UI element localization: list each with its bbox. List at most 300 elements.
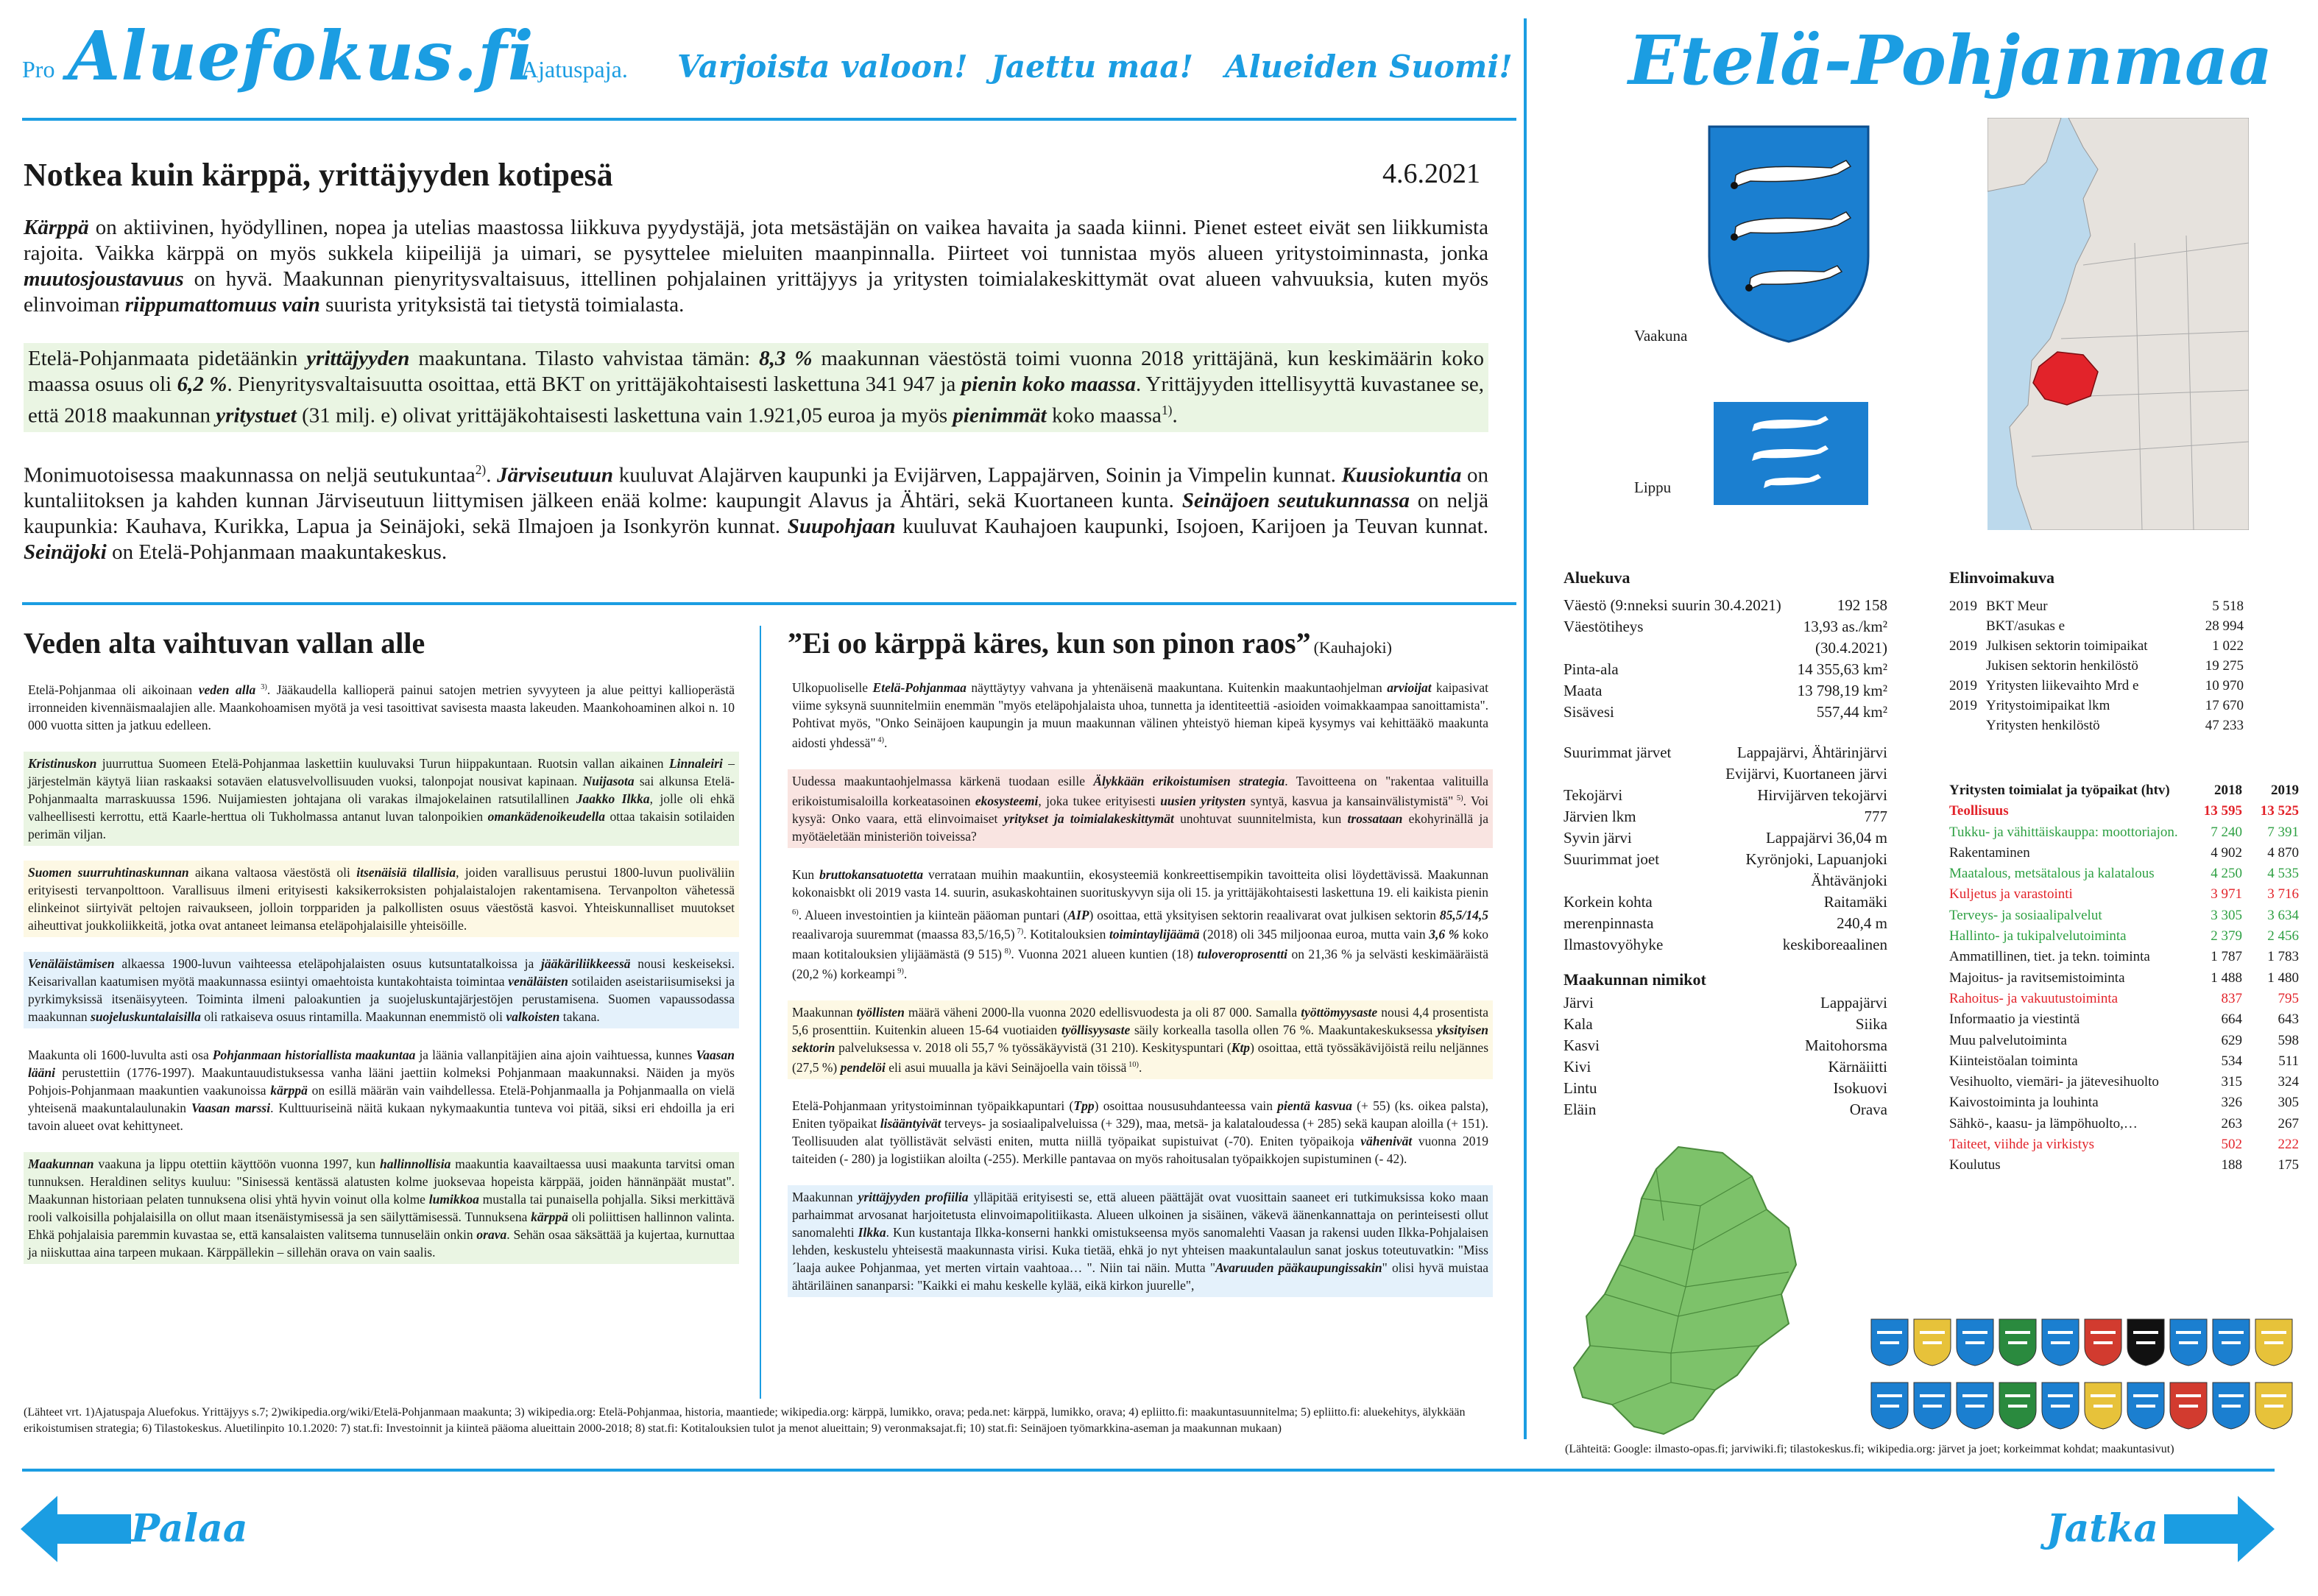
text-run: Etelä-Pohjanmaata pidetäänkin xyxy=(28,347,307,370)
text-run: työllisyysaste xyxy=(1061,1022,1131,1037)
left-article-body xyxy=(24,676,739,1279)
text-run: . Voi kysyä: Onko vaara, että elinvoimaiset xyxy=(792,793,1488,826)
text-run: " olisi hyvä muistaa ähtäriläinen sananparsi: "Kaikki ei mahu keskelle kylää, eikä kirkon juurelle", xyxy=(792,1260,1488,1293)
aluekuva-row-value: Raitamäki xyxy=(1823,893,1887,911)
text-run: 6) xyxy=(792,908,799,917)
text-run: . Kulttuuriseinä näitä kukaan nykymaakuntia tunteva voi pitää, siksi eri ehdoilla ja eri tavoin alueet ovat kehittyneet. xyxy=(28,1100,735,1133)
text-run: 85,5/14,5 xyxy=(1439,907,1488,922)
text-run: riippumattomuus vain xyxy=(124,293,320,317)
text-run: näyttäytyy vahvana ja yhtenäisenä maakuntana. Kuitenkin maakuntaohjelman xyxy=(966,680,1388,695)
aluekuva-row-value: Kyrönjoki, Lapuanjoki xyxy=(1745,850,1887,868)
intro-paragraph-1 xyxy=(24,215,1488,318)
text-run: Venäläistämisen xyxy=(28,956,115,971)
industry-row xyxy=(1949,1114,2299,1134)
text-run: suurista yrityksistä tai tietystä toimialasta. xyxy=(319,293,685,317)
text-run: suojeluskuntalaisilla xyxy=(91,1009,201,1024)
text-run: . Tavoitteena on "rakentaa valituilla erikoistumisaloilla korkeatasoinen xyxy=(792,773,1488,808)
text-run: yrittäjyyden xyxy=(306,347,410,370)
nimikko-row-label: Kala xyxy=(1563,1015,1593,1033)
aluekuva-row xyxy=(1563,934,1887,956)
text-run: Maakunnan xyxy=(28,1156,94,1171)
text-run: 3) xyxy=(255,683,267,691)
industry-2019: 13 525 xyxy=(2260,803,2299,819)
vaakuna-label: Vaakuna xyxy=(1634,327,1688,345)
mid-article-body xyxy=(788,676,1493,1312)
elinvoima-value: 47 233 xyxy=(2205,718,2244,733)
text-run: ekohyrinällä ja myötäeletään ministeriön toiveissa? xyxy=(792,811,1488,844)
text-run: on hyvä. Maakunnan pienyritysvaltaisuus, ittellinen pohjalainen yrittäjyys ja yritysten toimialakeskittymät ovat alueen vahvuuksia, kuten myös elinvoiman xyxy=(24,267,1488,317)
text-run: Kun xyxy=(792,866,820,882)
nimikot-title: Maakunnan nimikot xyxy=(1563,970,1706,989)
pro-label: Pro xyxy=(22,56,55,82)
text-run: 8,3 % xyxy=(759,347,813,370)
text-run: omankädenoikeudella xyxy=(487,808,606,824)
ajatuspaja-label: Ajatuspaja. xyxy=(521,56,628,82)
text-run: reaalivaroja suuremmat (maassa 83,5/16,5) xyxy=(792,927,1015,942)
text-run: Kuusiokuntia xyxy=(1341,463,1462,487)
nimikko-row-label: Kasvi xyxy=(1563,1037,1600,1054)
text-run: Seinäjoki xyxy=(24,540,107,565)
elinvoima-year: 2019 xyxy=(1949,698,1977,713)
elinvoima-value: 1 022 xyxy=(2212,638,2244,654)
text-run: on 21,36 % ja selvästi keskimääräistä (20,2 %) korkeampi xyxy=(792,947,1488,981)
municipal-shield-icon xyxy=(2254,1318,2294,1366)
finland-map xyxy=(1987,118,2249,530)
text-run: maakuntana. Tilasto vahvistaa tämän: xyxy=(409,347,760,370)
text-run: . Vuonna 2021 alueen kuntien (18) xyxy=(1011,947,1198,962)
text-run: . xyxy=(903,966,908,981)
text-run: kaipasivat viime syksynä suunnitelmiin enemmän "myös eteläpohjalaista uhoa, tunnetta ja identiteettiä -asioiden voimakkaampaa sanoittamista". Pohtivat myös, "Onko Seinäjoen kaupungin ja muun maakunnan välinen yhteistyö hieman kipeä kysymys vai kehittääkö maakunta aidosti yhdessä" xyxy=(792,680,1488,750)
text-run: juurruttua Suomeen Etelä-Pohjanmaa laskettiin kuuluvaksi Turun hiippakuntaan. Ruotsin vallan aikainen xyxy=(96,755,669,771)
text-run: . xyxy=(883,735,888,750)
left-article-paragraph-5 xyxy=(24,1043,739,1137)
industry-2019: 1 480 xyxy=(2267,970,2299,986)
text-run: , joiden varallisuus perustui 1800-luvun puoliväliin erityisesti tervanpolttoon. Varallisuus ilmeni erityisesti kaksikerroksisten pohjalaistalojen rakentamisena. Tervanpolton vähetessä elinkeinot siirtyivät peltojen raivaukseen, jolloin torppariden ja palkollisten osuus väestöstä kasvoi. Yhteiskunnalliset muutokset aiheuttivat joukkoliikkeitä, jotka ovat antaneet leimansa eteläpohjalaisille yhteisöille. xyxy=(28,864,735,933)
nimikko-row-value: Kärnäiitti xyxy=(1828,1058,1887,1076)
text-run: nousi keskeiseksi. Keisarivallan kaatumisen myötä maakunnassa esiintyi omaehtoista kuntakohtaista toimintaa xyxy=(28,956,735,989)
industry-name: Taiteet, viihde ja virkistys xyxy=(1949,1137,2095,1153)
industry-row xyxy=(1949,884,2299,905)
text-run: mustalla tai punaisella pohjalla. Siksi merkittävä rooli valkoisilla pohjalaisilla on ollut maan itsenäistymisessä ja sen säilyttämisessä. Tunnuksena xyxy=(28,1191,735,1224)
text-run: trossataan xyxy=(1347,811,1403,826)
industry-name: Vesihuolto, viemäri- ja jätevesihuolto xyxy=(1949,1074,2159,1090)
elinvoima-value: 17 670 xyxy=(2205,698,2244,713)
industry-name: Informaatio ja viestintä xyxy=(1949,1011,2080,1028)
arrow-right-icon xyxy=(2164,1496,2275,1562)
municipal-shield-icon xyxy=(2169,1381,2208,1430)
aluekuva-row-label: merenpinnasta xyxy=(1563,914,1654,932)
industry-name: Kiinteistöalan toiminta xyxy=(1949,1053,2078,1069)
text-run: alkaessa 1900-luvun vaihteessa eteläpohjalaisten osuus kutsuntatalkoissa ja xyxy=(114,956,541,971)
aluekuva-row-label: Pinta-ala xyxy=(1563,660,1619,678)
aluekuva-row-label xyxy=(1563,763,1693,785)
text-run: Uudessa maakuntaohjelmassa kärkenä tuodaan esille xyxy=(792,773,1094,788)
text-run: (31 milj. e) olivat yrittäjäkohtaisesti laskettuna vain 1.921,05 euroa ja myös xyxy=(296,403,953,428)
text-run: . Kotitalouksien xyxy=(1023,927,1109,942)
text-run: yritystuet xyxy=(216,403,297,428)
text-run: työllisten xyxy=(856,1004,905,1020)
aluekuva-row xyxy=(1563,827,1887,849)
aluekuva-row-label: Syvin järvi xyxy=(1563,829,1632,847)
municipal-shield-icon xyxy=(2040,1381,2080,1430)
elinvoima-row xyxy=(1949,656,2244,676)
industry-2019: 4 535 xyxy=(2267,866,2299,882)
text-run: orava xyxy=(476,1226,507,1242)
mid-article-paragraph-2 xyxy=(788,769,1493,848)
industry-row xyxy=(1949,1072,2299,1092)
aluekuva-row xyxy=(1563,763,1887,785)
aluekuva-row-label xyxy=(1563,638,1792,659)
elinvoima-value: 5 518 xyxy=(2212,598,2244,614)
industry-2019: 3 634 xyxy=(2267,907,2299,923)
text-run: syntyä, kasvua ja kansainvälistymistä" xyxy=(1245,793,1454,808)
mid-article-paragraph-3 xyxy=(788,863,1493,986)
elinvoima-row xyxy=(1949,676,2244,696)
text-run: määrä väheni 2000-lla vuonna 2020 edellisvuodesta ja oli 87 000. Samalla xyxy=(904,1004,1301,1020)
header xyxy=(0,0,1516,125)
left-article-paragraph-2 xyxy=(24,752,739,846)
industry-row xyxy=(1949,1051,2299,1072)
aluekuva-row xyxy=(1563,891,1887,913)
nimikko-row xyxy=(1563,1035,1887,1056)
aluekuva-row-label xyxy=(1563,870,1693,891)
text-run: Seinäjoen seutukunnassa xyxy=(1181,489,1410,513)
aluekuva-row-value: keskiboreaalinen xyxy=(1782,936,1887,953)
industry-row xyxy=(1949,926,2299,947)
text-run: Tpp xyxy=(1073,1098,1095,1113)
intro-paragraph-2 xyxy=(24,343,1488,432)
text-run: Kristinuskon xyxy=(28,755,97,771)
aluekuva-row-label: Tekojärvi xyxy=(1563,786,1623,804)
text-run: palveluksessa v. 2018 oli 55,7 % työssäkäyvistä (31 210). Keskityspuntari ( xyxy=(835,1039,1232,1055)
industry-2019: 222 xyxy=(2278,1137,2299,1153)
text-run: maakuntia kaavailtaessa uusi maakunta tarvitsi oman tunnuksen. Heraldinen selitys kuuluu: "Sinisessä kentässä alatusten kolme juoksevaa hopeista kärppää, joiden hännänpäät mustat". Maakunnan historiaan pelaten tunnuksena olisi yhtä hyvin voinut olla kolme xyxy=(28,1156,735,1207)
text-run: pienimmät xyxy=(953,403,1047,428)
left-article-title: Veden alta vaihtuvan vallan alle xyxy=(24,626,425,660)
industry-2018: 664 xyxy=(2221,1011,2242,1028)
text-run: ) osoittaa, että yksityisen sektorin reaalivarat ovat julkisen sektorin xyxy=(1089,907,1440,922)
lippu-label: Lippu xyxy=(1634,479,1672,496)
aluekuva-row xyxy=(1563,702,1887,723)
text-run: yrittäjyyden profiilia xyxy=(858,1189,969,1204)
left-article-paragraph-4 xyxy=(24,952,739,1028)
municipal-shield-icon xyxy=(1912,1318,1952,1366)
text-run: sai alkunsa Etelä-Pohjanmaalta marraskuussa 1596. Nuijamiesten johtajana oli varakas ilmajokelainen ratsutilallinen xyxy=(28,773,735,806)
text-run: kuuluvat Alajärven kaupunki ja Evijärven, Lappajärven, Soinin ja Vimpelin kunnat. xyxy=(613,463,1342,487)
aluekuva-row xyxy=(1563,849,1887,870)
elinvoima-year xyxy=(1949,656,1986,676)
municipal-shield-icon xyxy=(1870,1318,1909,1366)
text-run: Maakunta oli 1600-luvulta asti osa xyxy=(28,1047,213,1062)
aluekuva-row xyxy=(1563,638,1887,659)
municipal-shield-icon xyxy=(1955,1381,1995,1430)
text-run: Etelä-Pohjanmaa oli aikoinaan xyxy=(28,682,199,697)
aluekuva-row xyxy=(1563,595,1887,616)
elinvoima-value: 10 970 xyxy=(2205,678,2244,693)
industry-2019: 1 783 xyxy=(2267,949,2299,965)
text-run: 7) xyxy=(1014,928,1024,936)
municipal-shield-icon xyxy=(2126,1318,2166,1366)
aluekuva-title: Aluekuva xyxy=(1563,568,1630,587)
elinvoima-label: Yritystoimipaikat lkm xyxy=(1986,698,2110,713)
nimikko-row xyxy=(1563,1056,1887,1078)
arrow-left-icon xyxy=(21,1496,131,1562)
industry-row xyxy=(1949,947,2299,967)
municipal-shield-icon xyxy=(2211,1318,2251,1366)
industry-row xyxy=(1949,1031,2299,1051)
aluekuva-row-value: Lappajärvi 36,04 m xyxy=(1765,829,1887,847)
mid-article-paragraph-4 xyxy=(788,1000,1493,1079)
mid-article-title-note: (Kauhajoki) xyxy=(1313,638,1392,657)
elinvoima-label: Yritysten liikevaihto Mrd e xyxy=(1986,678,2139,693)
nimikko-row-value: Orava xyxy=(1849,1101,1887,1118)
mid-article-paragraph-6 xyxy=(788,1185,1493,1297)
region-map xyxy=(1568,1140,1811,1441)
nimikko-row xyxy=(1563,1014,1887,1035)
industry-2019: 511 xyxy=(2278,1053,2299,1069)
text-run: 10) xyxy=(1126,1060,1139,1069)
text-run: verrataan muihin maakuntiin, ekosysteemiä konkreettisempikin tavoitteita olisi löydettävissä. Maakunnan kokonaisbkt oli 2019 vasta 14. suurin, asukaskohtainen suorituskyvyn sija oli 15. ja yrittäjäkohtaisesti laskettuna 19. eli kaikista pienin xyxy=(792,866,1488,900)
text-run: ottaa takaisin sotilaiden perimän viljan. xyxy=(28,808,735,841)
aluekuva-row-value: 240,4 m xyxy=(1837,914,1887,932)
left-article-paragraph-6 xyxy=(24,1152,739,1264)
year-2018-header: 2018 xyxy=(2213,783,2242,798)
intro-section xyxy=(24,215,1488,565)
left-article-paragraph-1 xyxy=(24,676,739,737)
aluekuva-row xyxy=(1563,742,1887,763)
text-run: – järjestelmän käytyä liian raskaaksi sotaväen elatusvelvollisuuden vuoksi, talonpojat nousivat kapinaan. xyxy=(28,755,735,788)
industry-name: Teollisuus xyxy=(1949,803,2009,819)
text-run: on aktiivinen, hyödyllinen, nopea ja utelias maastossa liikkuva pyydystäjä, jota metsästäjän on vaikea havaita ja saada kiinni. Pienet esteet eivät sen liikkumista rajoita. Vaikka kärppä on myös sukkela kiipeilijä ja uimari, se pysyttelee mieluiten maanpinnalla. Piirteet voi tunnistaa myös alueen yritystoiminnasta, jonka xyxy=(24,216,1488,265)
text-run: 9) xyxy=(895,967,904,976)
text-run: 6,2 % xyxy=(177,372,227,396)
municipal-arms-grid xyxy=(1870,1318,2311,1436)
industry-2019: 4 870 xyxy=(2267,844,2299,861)
text-run: oli ratkaiseva osuus rintamilla. Maakunnan enemmistö oli xyxy=(200,1009,506,1024)
industry-2019: 7 391 xyxy=(2267,824,2299,840)
elinvoima-year: 2019 xyxy=(1949,638,1977,654)
aluekuva-row-value: 192 158 xyxy=(1837,596,1887,614)
aluekuva-row-label: Väestö (9:nneksi suurin 30.4.2021) xyxy=(1563,596,1781,614)
text-run: . Pienyritysvaltaisuutta osoittaa, että BKT on yrittäjäkohtaisesti laskettuna 341 947 ja xyxy=(227,372,961,396)
elinvoima-title: Elinvoimakuva xyxy=(1949,568,2055,587)
text-run: yksityisen sektorin xyxy=(792,1022,1488,1055)
next-button[interactable] xyxy=(2017,1480,2297,1575)
aluekuva-row-value: 13 798,19 km² xyxy=(1797,682,1887,699)
elinvoima-label: Jukisen sektorin henkilöstö xyxy=(1986,658,2138,674)
text-run: . xyxy=(1172,403,1178,428)
industry-row xyxy=(1949,822,2299,843)
municipal-shield-icon xyxy=(1998,1381,2038,1430)
back-button[interactable] xyxy=(21,1480,300,1575)
back-label: Palaa xyxy=(131,1506,248,1551)
article-title: Notkea kuin kärppä, yrittäjyyden kotipesä xyxy=(24,157,613,193)
aluekuva-row-label: Korkein kohta xyxy=(1563,893,1653,911)
nimikko-row-value: Isokuovi xyxy=(1833,1079,1887,1097)
industry-2019: 267 xyxy=(2278,1115,2299,1131)
text-run: on kuntaliitoksen ja kahden kunnan Järviseutuun liittymisen jälkeen enää kolme: kaupungit Alavus ja Ähtäri, sekä Kuortaneen kunta. xyxy=(24,463,1489,513)
text-run: on Etelä-Pohjanmaan maakuntakeskus. xyxy=(106,540,448,565)
nimikko-row-label: Lintu xyxy=(1563,1079,1597,1097)
text-run: ekosysteemi xyxy=(975,793,1039,808)
text-run: Etelä-Pohjanmaan yritystoiminnan työpaikkapuntari ( xyxy=(792,1098,1074,1113)
industry-row xyxy=(1949,968,2299,989)
industry-row xyxy=(1949,1009,2299,1030)
column-divider-articles xyxy=(760,626,761,1399)
aluekuva-row xyxy=(1563,806,1887,827)
industry-name: Ammatillinen, tiet. ja tekn. toiminta xyxy=(1949,949,2150,965)
municipal-shield-icon xyxy=(2211,1381,2251,1430)
text-run: Älykkään erikoistumisen strategia xyxy=(1093,773,1285,788)
text-run: koko maassa xyxy=(1046,403,1162,428)
text-run: koko maan kotitalouksien ylijäämästä (9 515) xyxy=(792,927,1489,962)
text-run: . xyxy=(1139,1059,1142,1075)
aluekuva-row-value: 14 355,63 km² xyxy=(1797,660,1887,678)
industry-row xyxy=(1949,843,2299,864)
industry-2019: 598 xyxy=(2278,1032,2299,1048)
nimikko-row-label: Eläin xyxy=(1563,1101,1597,1118)
text-run: lumikkoa xyxy=(428,1191,479,1207)
aluekuva-row-value: (30.4.2021) xyxy=(1815,639,1887,657)
industry-2018: 837 xyxy=(2221,990,2242,1006)
elinvoima-year: 2019 xyxy=(1949,598,1977,614)
text-run: valkoisten xyxy=(506,1009,560,1024)
industry-row xyxy=(1949,801,2299,822)
text-run: lisääntyivät xyxy=(880,1115,941,1131)
nimikko-row-value: Lappajärvi xyxy=(1820,994,1887,1011)
aluekuva-row-label: Järvien lkm xyxy=(1563,808,1636,825)
aluekuva-row-label: Sisävesi xyxy=(1563,703,1614,721)
brand-logo[interactable]: Aluefokus.fi xyxy=(68,16,534,96)
industry-2019: 643 xyxy=(2278,1011,2299,1028)
text-run: Monimuotoisessa maakunnassa on neljä seutukuntaa xyxy=(24,463,476,487)
text-run: Pohjanmaan historiallista maakuntaa xyxy=(212,1047,416,1062)
industry-row xyxy=(1949,989,2299,1009)
text-run: Suomen suurruhtinaskunnan xyxy=(28,864,189,880)
text-run: pientä kasvua xyxy=(1277,1098,1352,1113)
text-run: hallinnollisia xyxy=(380,1156,451,1171)
text-run: AIP xyxy=(1067,907,1089,922)
text-run: ylläpitää erityisesti se, että alueen päättäjät ovat vuosittain saaneet eri tutkimuksissa koko maan parhaimmat arvosanat harjoitetusta elinvoimapolitiikasta. Alueen ulkoinen ja sisäinen, väkevä äänenkannattaja on perinteisesti ollut sanomalehti xyxy=(792,1189,1488,1240)
aluekuva-row-label: Suurimmat joet xyxy=(1563,850,1660,868)
text-run: 4) xyxy=(875,736,884,744)
industry-name: Rahoitus- ja vakuutustoiminta xyxy=(1949,990,2119,1006)
top-rule xyxy=(22,118,1516,121)
text-run: ja läänia vallanpitäjien aina ajoin vaihtuessa, kunnes xyxy=(415,1047,696,1062)
elinvoima-year: 2019 xyxy=(1949,678,1977,693)
text-run: on neljä kaupunkia: Kauhava, Kurikka, Lapua ja Seinäjoki, sekä Ilmajoen ja Isonkyrön kunnat. xyxy=(24,489,1488,539)
aluekuva-row-value: Ähtävänjoki xyxy=(1811,872,1887,889)
industries-title: Yritysten toimialat ja työpaikat (htv) xyxy=(1949,783,2170,798)
municipal-shield-icon xyxy=(2083,1318,2123,1366)
industries-header xyxy=(1949,780,2299,801)
text-run: yritykset ja toimialakeskittymät xyxy=(1003,811,1174,826)
text-run: aikana valtaosa väestöstä oli xyxy=(188,864,357,880)
text-run: Etelä-Pohjanmaa xyxy=(872,680,967,695)
industry-name: Sähkö-, kaasu- ja lämpöhuolto,… xyxy=(1949,1115,2138,1131)
aluekuva-row-label: Suurimmat järvet xyxy=(1563,744,1672,761)
text-run: muutosjoustavuus xyxy=(24,267,184,291)
text-run: perustettiin (1776-1997). Maakuntauudistuksessa vanha lääni jaettiin kolmeksi Pohjanmaan maakunnaksi. Näiden ja myös Pohjois-Pohjanmaan maakuntien vaakunoissa xyxy=(28,1064,735,1098)
industry-2019: 305 xyxy=(2278,1095,2299,1111)
industry-2018: 3 971 xyxy=(2211,886,2242,903)
aluekuva-row xyxy=(1563,659,1887,680)
aluekuva-row-value: Hirvijärven tekojärvi xyxy=(1757,786,1887,804)
municipal-shield-icon xyxy=(2083,1381,2123,1430)
industry-2019: 3 716 xyxy=(2267,886,2299,903)
text-run: terveys- ja sosiaalipalveluissa (+ 329), maa, metsä- ja kalataloudessa (+ 285) sekä kaupan aloilla (+ 151). Teollisuuden alat työllistävät selvästi eniten, mutta niillä työpaikat supistuivat (-70). Eniten työpaikoja xyxy=(792,1115,1488,1148)
slogan-1[interactable]: Varjoista valoon! xyxy=(677,49,968,85)
nimikko-row-value: Siika xyxy=(1855,1015,1887,1033)
industry-2019: 175 xyxy=(2278,1157,2299,1173)
text-run: Ulkopuoliselle xyxy=(792,680,873,695)
mid-rule xyxy=(22,602,1516,605)
text-run: Suupohjaan xyxy=(787,515,896,539)
municipal-shield-icon xyxy=(1870,1381,1909,1430)
text-run: . Alueen investointien ja kiinteän pääoman puntari ( xyxy=(798,907,1068,922)
elinvoima-label: Yritysten henkilöstö xyxy=(1986,718,2100,733)
nimikko-row-label: Järvi xyxy=(1563,994,1594,1011)
year-2019-header: 2019 xyxy=(2271,783,2299,798)
text-run: ) osoittaa noususuhdanteessa vain xyxy=(1094,1098,1278,1113)
industry-row xyxy=(1949,1155,2299,1176)
elinvoima-value: 19 275 xyxy=(2205,658,2244,674)
elinvoima-year xyxy=(1949,616,1986,636)
text-run: Linnaleiri xyxy=(668,755,723,771)
aluekuva-row-label: Ilmastovyöhyke xyxy=(1563,936,1664,953)
nimikko-row-value: Maitohorsma xyxy=(1805,1037,1887,1054)
nimikko-row-label: Kivi xyxy=(1563,1058,1591,1076)
slogan-2[interactable]: Jaettu maa! xyxy=(991,49,1194,85)
industry-2018: 13 595 xyxy=(2203,803,2242,819)
industry-name: Maatalous, metsätalous ja kalatalous xyxy=(1949,866,2155,882)
text-run: Nuijasota xyxy=(582,773,635,788)
text-run: Vaasan lääni xyxy=(28,1047,735,1080)
industry-2018: 502 xyxy=(2221,1137,2242,1153)
text-run: Jaakko Ilkka xyxy=(576,791,650,806)
industry-name: Kuljetus ja varastointi xyxy=(1949,886,2073,903)
industry-2018: 3 305 xyxy=(2211,907,2242,923)
industry-2019: 795 xyxy=(2278,990,2299,1006)
aluekuva-row-value: Lappajärvi, Ähtärinjärvi xyxy=(1736,744,1887,761)
mid-article-paragraph-5 xyxy=(788,1094,1493,1170)
aluekuva-row xyxy=(1563,616,1887,638)
industry-name: Majoitus- ja ravitsemistoiminta xyxy=(1949,970,2125,986)
aluekuva-section xyxy=(1563,568,1887,1120)
industry-2018: 188 xyxy=(2221,1157,2242,1173)
industry-row xyxy=(1949,1134,2299,1155)
elinvoima-year xyxy=(1949,716,1986,735)
slogan-3[interactable]: Alueiden Suomi! xyxy=(1225,49,1513,85)
industry-2018: 629 xyxy=(2221,1032,2242,1048)
text-run: Maakunnan xyxy=(792,1004,857,1020)
elinvoima-row xyxy=(1949,696,2244,716)
text-run: bruttokansatuotetta xyxy=(819,866,924,882)
elinvoima-section xyxy=(1949,568,2258,735)
text-run: Ktp xyxy=(1231,1039,1251,1055)
aluekuva-row xyxy=(1563,870,1887,891)
municipal-shield-icon xyxy=(2126,1381,2166,1430)
industry-name: Koulutus xyxy=(1949,1157,2001,1173)
elinvoima-row xyxy=(1949,596,2244,616)
municipal-shield-icon xyxy=(2040,1318,2080,1366)
aluekuva-row xyxy=(1563,785,1887,806)
text-run: vuonna 2019 taiteiden (- 280) ja logistiikan aloilta (-255). Merkille pantavaa on myös rahoitusalan työpaikkojen supistuminen (- 42). xyxy=(792,1133,1488,1166)
industry-name: Muu palvelutoiminta xyxy=(1949,1032,2067,1048)
nimikko-row xyxy=(1563,1099,1887,1120)
industry-name: Kaivostoiminta ja louhinta xyxy=(1949,1095,2099,1111)
industry-row xyxy=(1949,905,2299,926)
